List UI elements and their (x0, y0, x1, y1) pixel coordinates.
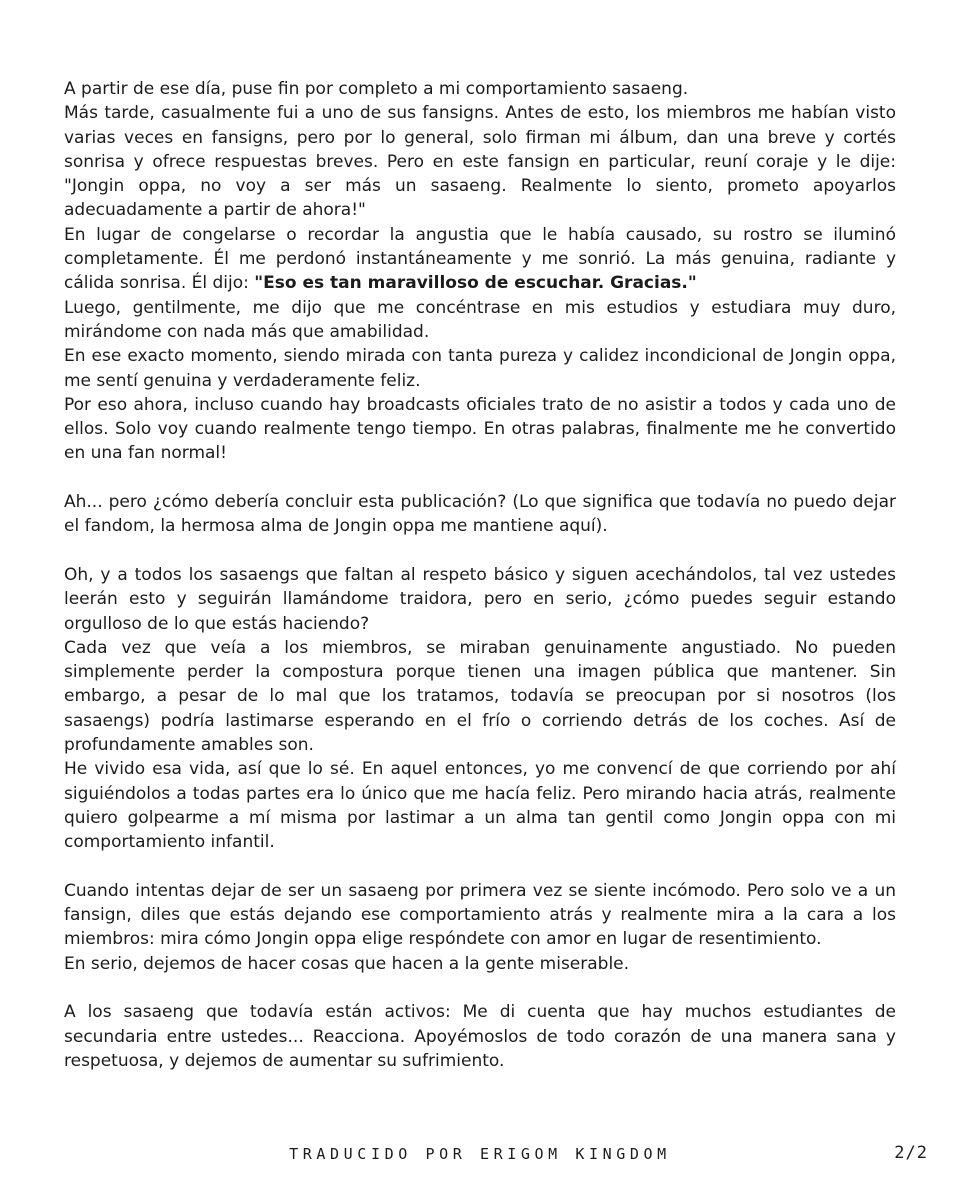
paragraph: Cada vez que veía a los miembros, se miraban genuinamente angustiado. No pueden simplemente perder la compostura porque tienen una imagen pública que mantener. Sin embargo, a pesar de lo mal que los tratamos, todavía se preocupan por si nosotros (los sasaengs) podría lastimarse esperando en el frío o corriendo detrás de los coches. Así de profundamente amables son. (64, 637, 896, 756)
paragraph: En ese exacto momento, siendo mirada con tanta pureza y calidez incondicional de Jongin oppa, me sentí genuina y verdaderamente feliz. (64, 346, 896, 391)
bold-quote: "Eso es tan maravilloso de escuchar. Gracias." (254, 273, 697, 294)
blank-line (64, 855, 896, 879)
blank-line (64, 466, 896, 490)
paragraph: Cuando intentas dejar de ser un sasaeng por primera vez se siente incómodo. Pero solo ve a un fansign, diles que estás dejando ese comportamiento atrás y realmente mira a la cara a los miembros: mira cómo Jongin oppa elige respóndete con amor en lugar de resentimiento. (64, 880, 896, 950)
paragraph: A partir de ese día, puse fin por completo a mi comportamiento sasaeng. (64, 79, 689, 99)
page-number: 2/2 (894, 1143, 928, 1163)
document-body (64, 77, 896, 1073)
paragraph: Ah... pero ¿cómo debería concluir esta publicación? (Lo que significa que todavía no puedo dejar el fandom, la hermosa alma de Jongin oppa me mantiene aquí). (64, 492, 896, 537)
paragraph: En serio, dejemos de hacer cosas que hacen a la gente miserable. (64, 953, 630, 974)
paragraph: Por eso ahora, incluso cuando hay broadcasts oficiales trato de no asistir a todos y cada uno de ellos. Solo voy cuando realmente tengo tiempo. En otras palabras, finalmente me he convertido en una fan normal! (64, 394, 896, 464)
paragraph: Más tarde, casualmente fui a uno de sus fansigns. Antes de esto, los miembros me habían visto varias veces en fansigns, pero por lo general, solo firman mi álbum, dan una breve y cortés sonrisa y ofrece respuestas breves. Pero en este fansign en particular, reuní coraje y le dije: "Jongin oppa, no voy a ser más un sasaeng. Realmente lo siento, prometo apoyarlos adecuadamente a partir de ahora!" (64, 103, 896, 221)
paragraph: Luego, gentilmente, me dijo que me concéntrase en mis estudios y estudiara muy duro, mirándome con nada más que amabilidad. (64, 297, 896, 342)
paragraph (64, 223, 896, 296)
paragraph: He vivido esa vida, así que lo sé. En aquel entonces, yo me convencí de que corriendo por ahí siguiéndolos a todas partes era lo único que me hacía feliz. Pero mirando hacia atrás, realmente quiero golpearme a mí misma por lastimar a un alma tan gentil como Jongin oppa con mi comportamiento infantil. (64, 759, 896, 853)
translation-credit: TRADUCIDO POR ERIGOM KINGDOM (289, 1145, 671, 1163)
paragraph: A los sasaeng que todavía están activos: Me di cuenta que hay muchos estudiantes de secundaria entre ustedes... Reacciona. Apoyémoslos de todo corazón de una manera sana y respetuosa, y dejemos de aumentar su sufrimiento. (64, 1002, 896, 1071)
paragraph-text: En lugar de congelarse o recordar la angustia que le había causado, su rostro se iluminó completamente. Él me perdonó instantáneamente y me sonrió. La más genuina, radiante y cálida sonrisa. Él dijo: (64, 224, 896, 294)
blank-line (64, 539, 896, 563)
paragraph: Oh, y a todos los sasaengs que faltan al respeto básico y siguen acechándolos, tal vez ustedes leerán esto y seguirán llamándome traidora, pero en serio, ¿cómo puedes seguir estando orgulloso de lo que estás haciendo? (64, 564, 896, 634)
blank-line (64, 976, 896, 1000)
